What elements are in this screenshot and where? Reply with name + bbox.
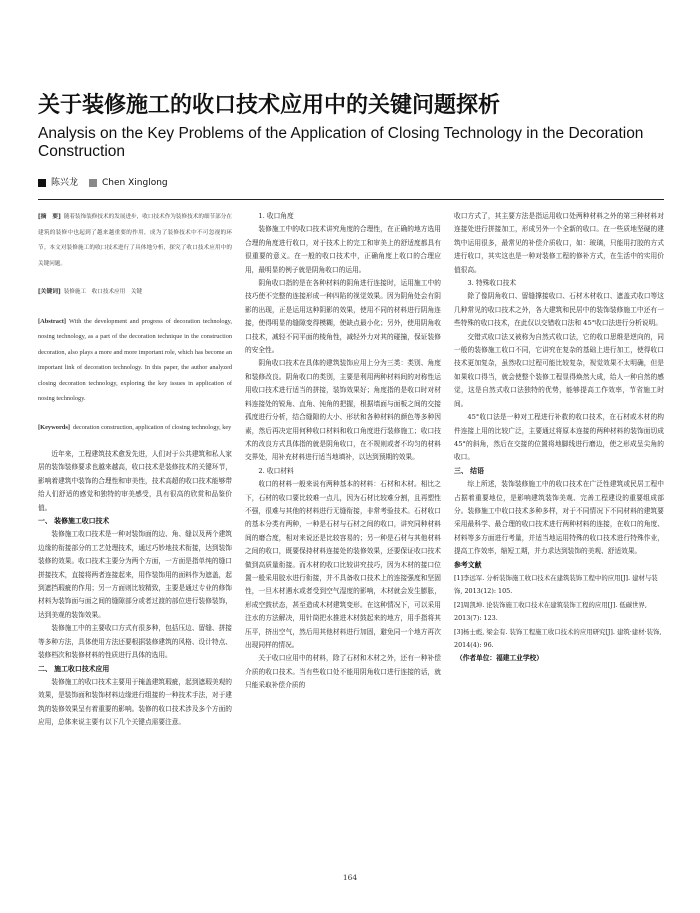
keywords-label-en: [Keywords] xyxy=(38,423,70,431)
article-title-english: Analysis on the Key Problems of the Application of Closing Technology in the Decoration Construction xyxy=(38,125,644,160)
body-paragraph: 除了像阴角收口、留缝撑接收口、石材木材收口、遮盖式收口等这几种常见的收口技术之外，各大建筑和民居中的装饰装修施工中还有一些特殊的收口技术，在此仅以交错收口法和 45°收口法进行分析说明。 xyxy=(454,292,664,328)
article-title-chinese: 关于装修施工的收口技术应用中的关键问题探析 xyxy=(38,93,501,118)
keywords-text-en: decoration construction, application of closing technology, key xyxy=(72,423,232,431)
keywords-english xyxy=(38,420,232,436)
abstract-label: [摘 要] xyxy=(38,214,61,220)
author-name-chinese: 陈兴龙 xyxy=(51,178,79,188)
references-heading: 参考文献 xyxy=(454,560,482,569)
black-square-icon xyxy=(38,179,46,187)
header-divider xyxy=(38,199,664,200)
subsection-heading: 1. 收口角度 xyxy=(258,212,294,220)
grey-square-icon xyxy=(89,179,97,187)
keywords-label: [关键词] xyxy=(38,289,61,295)
keywords-text: 装修施工 收口技术应用 关键 xyxy=(63,289,143,295)
abstract-chinese xyxy=(38,210,232,272)
keywords-chinese xyxy=(38,285,232,301)
author-name-english: Chen Xinglong xyxy=(102,178,168,188)
body-paragraph: 关于收口应用中的材料，除了石材和木材之外，还有一种补偿介质的收口技术。当有些收口处不能用阴角收口进行连接的话，就只能采取补偿介质的 xyxy=(245,654,441,690)
column-right xyxy=(454,210,664,666)
body-paragraph: 装修施工中的收口技术讲究角度的合理性，在正确的地方选用合理的角度进行收口，对于技术上的完工和审美上的舒适度都具有很重要的意义。在一般的收口技术中，正确角度上收口的合理应用，最明显的例子就是阴角收口的运用。 xyxy=(245,225,441,274)
abstract-text: 随着装饰装修技术的发展进步，收口技术作为装修技术的细节部分在建筑的装修中也起到了越来越重要的作用，成为了装修技术中不可忽视的环节。本文对装修施工的收口技术进行了具体地分析，探究了收口技术应用中的关键问题。 xyxy=(38,214,232,267)
abstract-text-en: With the development and progress of decoration technology, nosing technology, as a part of the decoration technique in the construction decoration, also plays a more and more important role, which has become an important link of decoration technology. In this paper, the author analyzed closing decoration technology, exploring the key issues in application of nosing technology. xyxy=(38,317,232,402)
section-heading-3: 三、 结语 xyxy=(454,466,484,475)
body-paragraph: 装修施工的收口技术主要用于掩盖建筑瑕疵，起到遮瑕美观的效果，是装饰面和装饰材料边缘进行组接的一种技术手法，对于建筑的装修效果呈有着重要的影响。装修的收口技术涉及多个方面的应用，总体来说主要有以下几个关键点需要注意。 xyxy=(38,677,232,727)
subsection-heading: 2. 收口材料 xyxy=(258,466,294,475)
body-paragraph: 交错式收口法又被称为自然式收口法，它的收口思维是逆向的，同一般的装修施工收口不同，它讲究在复杂的基础上进行加工，使得收口技术更加复杂，虽然收口过程可能比较复杂，视觉效果不太明确，但是如果收口得当，就会使整个装修工程显得焕然大成，给人一种自然的感觉，这是自然式收口法独特的优势，能够提高工作效率，节省施工时间。 xyxy=(454,332,664,408)
body-paragraph: 综上所述，装饰装修施工中的收口技术在广泛性建筑或民居工程中占据着重要地位，是影响建筑装饰美观、完善工程建设的重要组成部分。装修施工中收口技术多种多样，对于不同情况下不同材料的建筑要采用最科学、最合理的收口技术进行两种材料的连接，在收口的角度、材料等多方面进行考量，并适当地运用特殊的收口技术进行特殊作业，提高工作效率，缩短工期，并力求达到装饰的美观、舒适效果。 xyxy=(454,480,664,556)
subsection-heading: 3. 特殊收口技术 xyxy=(467,279,517,288)
author-affiliation: （作者单位：福建工业学校） xyxy=(456,654,543,663)
abstract-label-en: [Abstract] xyxy=(38,317,67,325)
body-paragraph: 装修施工中的主要收口方式有很多种，包括压边、留缝、拼接等多种方法，具体使用方法还要根据装修建筑的风格、设计特点、装修档次和装修材料的性质进行具体的选用。 xyxy=(38,624,232,660)
body-paragraph: 阴角收口技术在具体的建筑装饰应用上分为三类：类别、角度和装修改良。阴角收口的类别，主要是利用两种材料间的对称性运用收口技术进行适当的拼接，装饰效果好；角度指的是收口时对材料连接处的锐角、直角、钝角的把握，根据墙面与面板之间的交接孤度进行分析，结合缝隙的大小、形状和各种材料的颜色等多种因素，然后再决定用何种收口材料和收口角度进行装修施工；收口技术的改良方式具体指的就是阴角收口，在不规则或者不均匀的材料交界处，用补充材料进行适当地填补，以达到预期的效果。 xyxy=(245,359,441,462)
reference-item: [3]杨士彪, 梁金有. 装饰工程施工收口技术的应用研究[J]. 建筑·建材·装饰, 2014(4): 96. xyxy=(454,627,662,649)
section-heading-2: 二、 施工收口技术应用 xyxy=(38,664,110,673)
body-paragraph: 阴角收口指的是在各种材料的阴角进行连接时，运用施工中的技巧使不完整的连接形成一种四陷的视觉效果。因为阴角处会有阴影的出现，正是运用这种阴影的效果，使用不同的材料进行阴角连接，使得明显的缝隙变得模糊，使缺点最小化；另外，使用阴角收口技术，减轻不同平面的棱角性，减轻外力对其的碰撞，保证装修的安全性。 xyxy=(245,279,441,355)
intro-paragraph: 近年来，工程建筑技术愈发先进，人们对于公共建筑和私人家居的装饰装修要求也越来越高，收口技术是装修技术的关键环节，影响着建筑中装饰的合理性和审美性，技术高超的收口技术能够带给人们舒适的感觉和独特的审美感受，具有很高的欣赏和品鉴价值。 xyxy=(38,450,232,512)
column-left xyxy=(38,210,232,730)
body-paragraph: 装修施工收口技术是一种对装饰面的边、角、缝以及两个建筑边缘的衔接部分的工艺处理技术，通过巧妙地技术衔接，达到装饰装修的效果。收口技术主要分为两个方面，一方面是指单纯的缝口拼接技术，直接将两者连接起来，用作装饰用的面料作为遮盖，起到遮挡瑕疵的作用；另一方面则比较精致，主要是通过专业的修饰材料为装饰面与面之间的缝隙部分或者过渡的部位进行装修装饰，达到美观的装饰效果。 xyxy=(38,530,232,619)
page-number: 164 xyxy=(342,873,358,882)
body-paragraph-continued: 收口方式了，其主要方法是指运用收口处两种材料之外的第三种材料对连接处进行拼接加工，形成另外一个全新的收口。在一些质地坚硬的建筑中运用很多，最常见的补偿介质收口，如：玻璃，只能用打胶的方式进行收口，其实这也是一种对装修工程的修补方式，在生活中的实用价值很高。 xyxy=(454,212,664,274)
reference-item: [2]周凯坤. 论装饰施工收口技术在建筑装饰工程的应用[J]. 低碳世界, 2013(7): 123. xyxy=(454,600,647,623)
reference-item: [1]李远军. 分析装饰施工收口技术在建筑装饰工程中的应用[J]. 建材与装饰, 2013(12): 105. xyxy=(454,573,658,596)
abstract-english xyxy=(38,314,232,407)
body-paragraph: 收口的材料一般来说有两种基本的材料：石材和木材。相比之下，石材的收口要比较难一点儿，因为石材比较难分割，且再塑性不强，很难与其他的材料进行无缝衔接，非常考验技术。石材收口的基本分类有两种，一种是石材与石材之间的收口，讲究同种材料间的磨合度，相对来说还是比较容易的；另一种是石材与其他材料之间的收口，既要保持材料连接处的装修效果，还要保证收口技术做到高质量衔接。而木材的收口比较讲究技巧，因为木材的接口位置一般采用胶水进行衔接，并不具备收口技术上的连接强度和坚固性，一旦木材遇水或者受到空气湿度的影响，木材就会发生膨胀，形成空鼓状态，甚至造成木材建筑变形。在这种情况下，可以采用注水的方法解决，用针筒把水推进木材鼓起来的地方，用手指将其压平，挤出空气，然后用其他材料进行加固，避免同一个地方再次出现同样的情况。 xyxy=(245,480,441,649)
column-middle xyxy=(245,210,441,693)
author-line xyxy=(38,176,168,190)
body-paragraph: 45°收口法是一种对工程进行补救的收口技术，在石材或木材的构件连接上用的比较广泛，主要通过将原本连接的两种材料的装饰面切成 45°的斜角，然后在交接的位置将地脚线进行磨边，使之形成呈尖角的收口。 xyxy=(454,413,664,462)
section-heading-1: 一、 装修施工收口技术 xyxy=(38,517,110,526)
